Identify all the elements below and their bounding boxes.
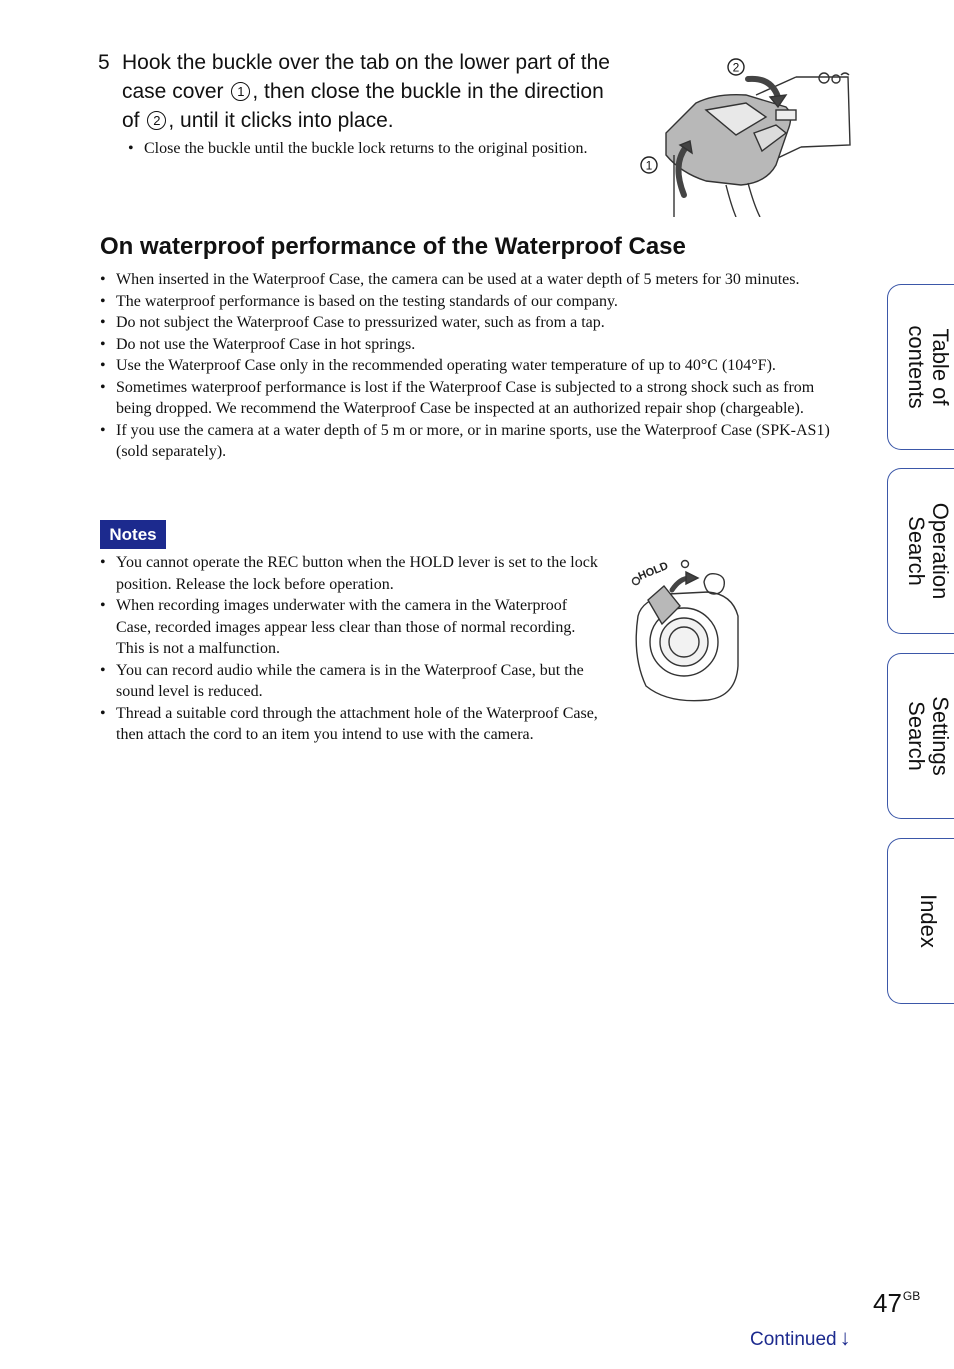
page-number [873,1288,920,1319]
hold-label: HOLD [636,559,671,583]
section-heading: On waterproof performance of the Waterproof Case [100,233,686,260]
list-item: • When inserted in the Waterproof Case, the camera can be used at a water depth of 5 meters for 30 minutes. [100,269,850,291]
tab-operation-search[interactable] [887,468,954,634]
callout-circle-2: 2 [147,111,166,130]
continued-label: Continued [750,1329,837,1350]
step-5 [98,48,618,135]
list-item: • Sometimes waterproof performance is lost if the Waterproof Case is subjected to a strong shock such as from being dropped. We recommend the Waterproof Case be inspected at an authorized repair shop (chargeable). [100,377,850,420]
step-number: 5 [98,51,110,74]
tab-index[interactable] [887,838,954,1004]
tab-label: Operation Search [904,502,953,600]
callout-1-label: 1 [645,158,653,173]
step-text-part3: , until it clicks into place. [168,109,394,132]
step-text-part1: Hook the buckle over the tab on the lower part of the case cover [122,51,610,103]
list-item: • When recording images underwater with the camera in the Waterproof Case, recorded images appear less clear than those of normal recording. This is not a malfunction. [100,595,600,660]
callout-2-label: 2 [732,60,740,75]
tab-label: Settings Search [904,696,953,776]
waterproof-bullets [100,269,850,463]
continued-link[interactable] [750,1325,851,1351]
list-item: • The waterproof performance is based on the testing standards of our company. [100,291,850,313]
notes-list [100,552,600,746]
buckle-illustration [636,55,856,217]
tab-settings-search[interactable] [887,653,954,819]
list-item: • Do not subject the Waterproof Case to pressurized water, such as from a tap. [100,312,850,334]
step-text [122,48,618,135]
list-item: • You cannot operate the REC button when the HOLD lever is set to the lock position. Release the lock before operation. [100,552,600,595]
list-item: • Use the Waterproof Case only in the recommended operating water temperature of up to 40°C (104°F). [100,355,850,377]
page-number-value: 47 [873,1288,902,1318]
tab-label: Table of contents [904,325,953,409]
tab-label: Index [916,894,941,948]
list-item: • Thread a suitable cord through the attachment hole of the Waterproof Case, then attach the cord to an item you intend to use with the camera. [100,703,600,746]
tab-table-of-contents[interactable] [887,284,954,450]
list-item: • If you use the camera at a water depth of 5 m or more, or in marine sports, use the Waterproof Case (SPK-AS1) (sold separately). [100,420,850,463]
list-item: • Do not use the Waterproof Case in hot springs. [100,334,850,356]
list-item: • You can record audio while the camera is in the Waterproof Case, but the sound level is reduced. [100,660,600,703]
step-text-part2: , then close the buckle in the direction of [122,80,604,132]
callout-circle-1: 1 [231,82,250,101]
step-note: • Close the buckle until the buckle lock returns to the original position. [128,138,614,160]
notes-badge: Notes [100,520,166,549]
page-suffix: GB [902,1289,921,1303]
hold-lever-illustration [628,556,744,704]
down-arrow-icon: ↓ [839,1325,851,1350]
